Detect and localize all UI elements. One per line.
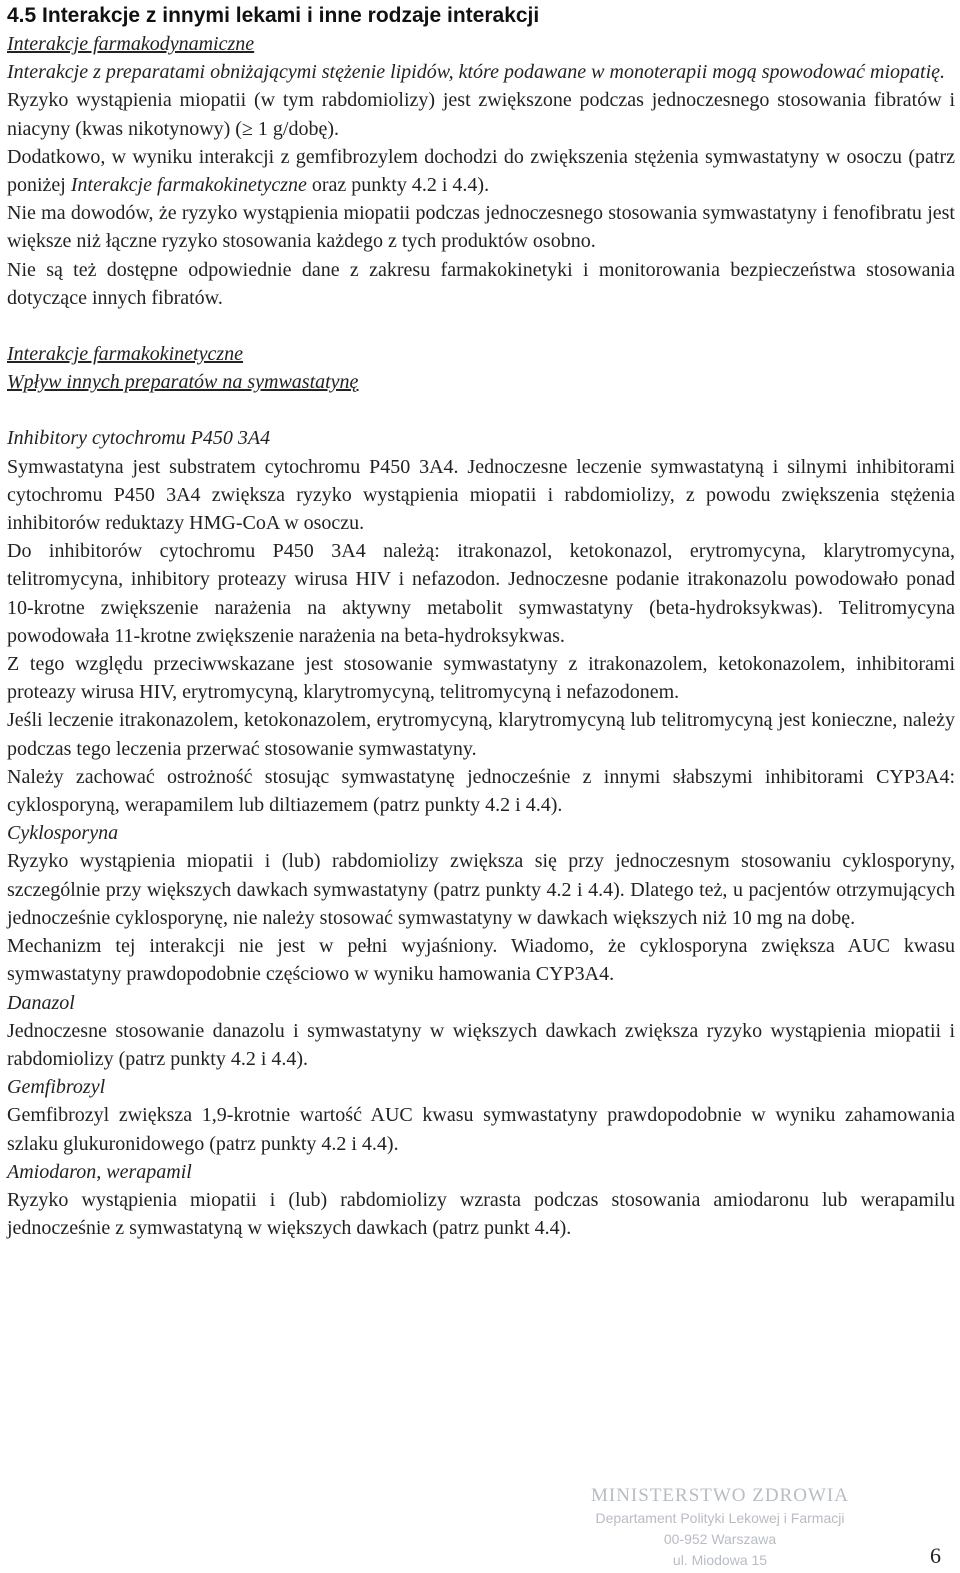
page-number: 6	[930, 1543, 941, 1568]
cyp-paragraph-1: Symwastatyna jest substratem cytochromu P450 3A4. Jednoczesne leczenie symwastatyną i silnymi inhibitorami cytochromu P450 3A4 zwiększa ryzyko wystąpienia miopatii i rabdomiolizy, z powodu zwiększenia stężenia inhibitorów reduktazy HMG-CoA w osoczu.	[7, 455, 955, 535]
document-body	[7, 2, 955, 1242]
gemfibrozil-heading: Gemfibrozyl	[7, 1076, 106, 1099]
pd-paragraph-2-ref: Interakcje farmakokinetyczne	[70, 174, 307, 197]
cyp-paragraph-2: Do inhibitorów cytochromu P450 3A4 należą: itrakonazol, ketokonazol, erytromycyna, klarytromycyna, telitromycyna, inhibitory proteazy wirusa HIV i nefazodon. Jednoczesne podanie itrakonazolu powodowało ponad 10-krotne zwiększenie narażenia na aktywny metabolit symwastatyny (beta-hydroksykwas). Telitromycyna powodowała 11-krotne zwiększenie narażenia na beta-hydroksykwas.	[7, 540, 955, 647]
stamp-title: MINISTERSTWO ZDROWIA	[590, 1485, 849, 1506]
pd-title: Interakcje farmakodynamiczne	[7, 33, 255, 55]
pd-paragraph-2-start: Dodatkowo, w wyniku interakcji z gemfibrozylem dochodzi do zwiększenia stężenia symwastatyny w osoczu (patrz poniżej	[7, 145, 955, 197]
danazol-paragraph: Jednoczesne stosowanie danazolu i symwastatyny w większych dawkach zwiększa ryzyko wystąpienia miopatii i rabdomiolizy (patrz punkty 4.2 i 4.4).	[7, 1019, 955, 1070]
cyp-paragraph-3: Z tego względu przeciwwskazane jest stosowanie symwastatyny z itrakonazolem, ketokonazolem, inhibitorami proteazy wirusa HIV, erytromycyną, klarytromycyną, telitromycyną i nefazodonem.	[7, 653, 955, 704]
cyclosporine-heading: Cyklosporyna	[7, 822, 119, 845]
amiodarone-heading: Amiodaron, werapamil	[7, 1160, 192, 1183]
pd-paragraph-2-end: oraz punkty 4.2 i 4.4).	[306, 174, 490, 197]
cyp-paragraph-4: Jeśli leczenie itrakonazolem, ketokonazolem, erytromycyną, klarytromycyną lub telitromycyną jest konieczne, należy podczas tego leczenia przerwać stosowanie symwastatyny.	[7, 709, 955, 760]
cyclosporine-paragraph-2: Mechanizm tej interakcji nie jest w pełni wyjaśniony. Wiadomo, że cyklosporyna zwiększa AUC kwasu symwastatyny prawdopodobnie częściowo w wyniku hamowania CYP3A4.	[7, 935, 955, 986]
spacer	[7, 312, 955, 340]
danazol-heading: Danazol	[7, 991, 75, 1014]
spacer	[7, 396, 955, 424]
pk-title: Interakcje farmakokinetyczne	[7, 343, 244, 366]
pd-paragraph-4: Nie są też dostępne odpowiednie dane z zakresu farmakokinetyki i monitorowania bezpieczeństwa stosowania dotyczące innych fibratów.	[7, 258, 955, 309]
ministry-stamp	[565, 1484, 875, 1571]
pk-subtitle: Wpływ innych preparatów na symwastatynę	[7, 371, 359, 394]
gemfibrozil-paragraph: Gemfibrozyl zwiększa 1,9-krotnie wartość AUC kwasu symwastatyny prawdopodobnie w wyniku zahamowania szlaku glukuronidowego (patrz punkty 4.2 i 4.4).	[7, 1104, 955, 1155]
pd-paragraph-1: Ryzyko wystąpienia miopatii (w tym rabdomiolizy) jest zwiększone podczas jednoczesnego stosowania fibratów i niacyny (kwas nikotynowy) (≥ 1 g/dobę).	[7, 89, 955, 140]
stamp-street: ul. Miodowa 15	[672, 1552, 768, 1568]
stamp-department: Departament Polityki Lekowej i Farmacji	[595, 1510, 845, 1526]
pd-intro: Interakcje z preparatami obniżającymi stężenie lipidów, które podawane w monoterapii mogą spowodować miopatię.	[7, 61, 946, 84]
stamp-postcode: 00-952 Warszawa	[663, 1531, 777, 1547]
pd-paragraph-2	[7, 143, 955, 199]
cyclosporine-paragraph-1: Ryzyko wystąpienia miopatii i (lub) rabdomiolizy zwiększa się przy jednoczesnym stosowaniu cyklosporyny, szczególnie przy większych dawkach symwastatyny (patrz punkty 4.2 i 4.4). Dlatego też, u pacjentów otrzymujących jednocześnie cyklosporynę, nie należy stosować symwastatyny w dawkach większych niż 10 mg na dobę.	[7, 850, 955, 929]
section-heading: 4.5 Interakcje z innymi lekami i inne rodzaje interakcji	[7, 4, 540, 27]
cyp-heading: Inhibitory cytochromu P450 3A4	[7, 427, 271, 450]
pd-paragraph-3: Nie ma dowodów, że ryzyko wystąpienia miopatii podczas jednoczesnego stosowania symwastatyny i fenofibratu jest większe niż łączne ryzyko stosowania każdego z tych produktów osobno.	[7, 202, 955, 253]
cyp-paragraph-5: Należy zachować ostrożność stosując symwastatynę jednocześnie z innymi słabszymi inhibitorami CYP3A4: cyklosporyną, werapamilem lub diltiazemem (patrz punkty 4.2 i 4.4).	[7, 765, 955, 817]
amiodarone-paragraph: Ryzyko wystąpienia miopatii i (lub) rabdomiolizy wzrasta podczas stosowania amiodaronu lub werapamilu jednocześnie z symwastatyną w większych dawkach (patrz punkt 4.4).	[7, 1188, 955, 1240]
